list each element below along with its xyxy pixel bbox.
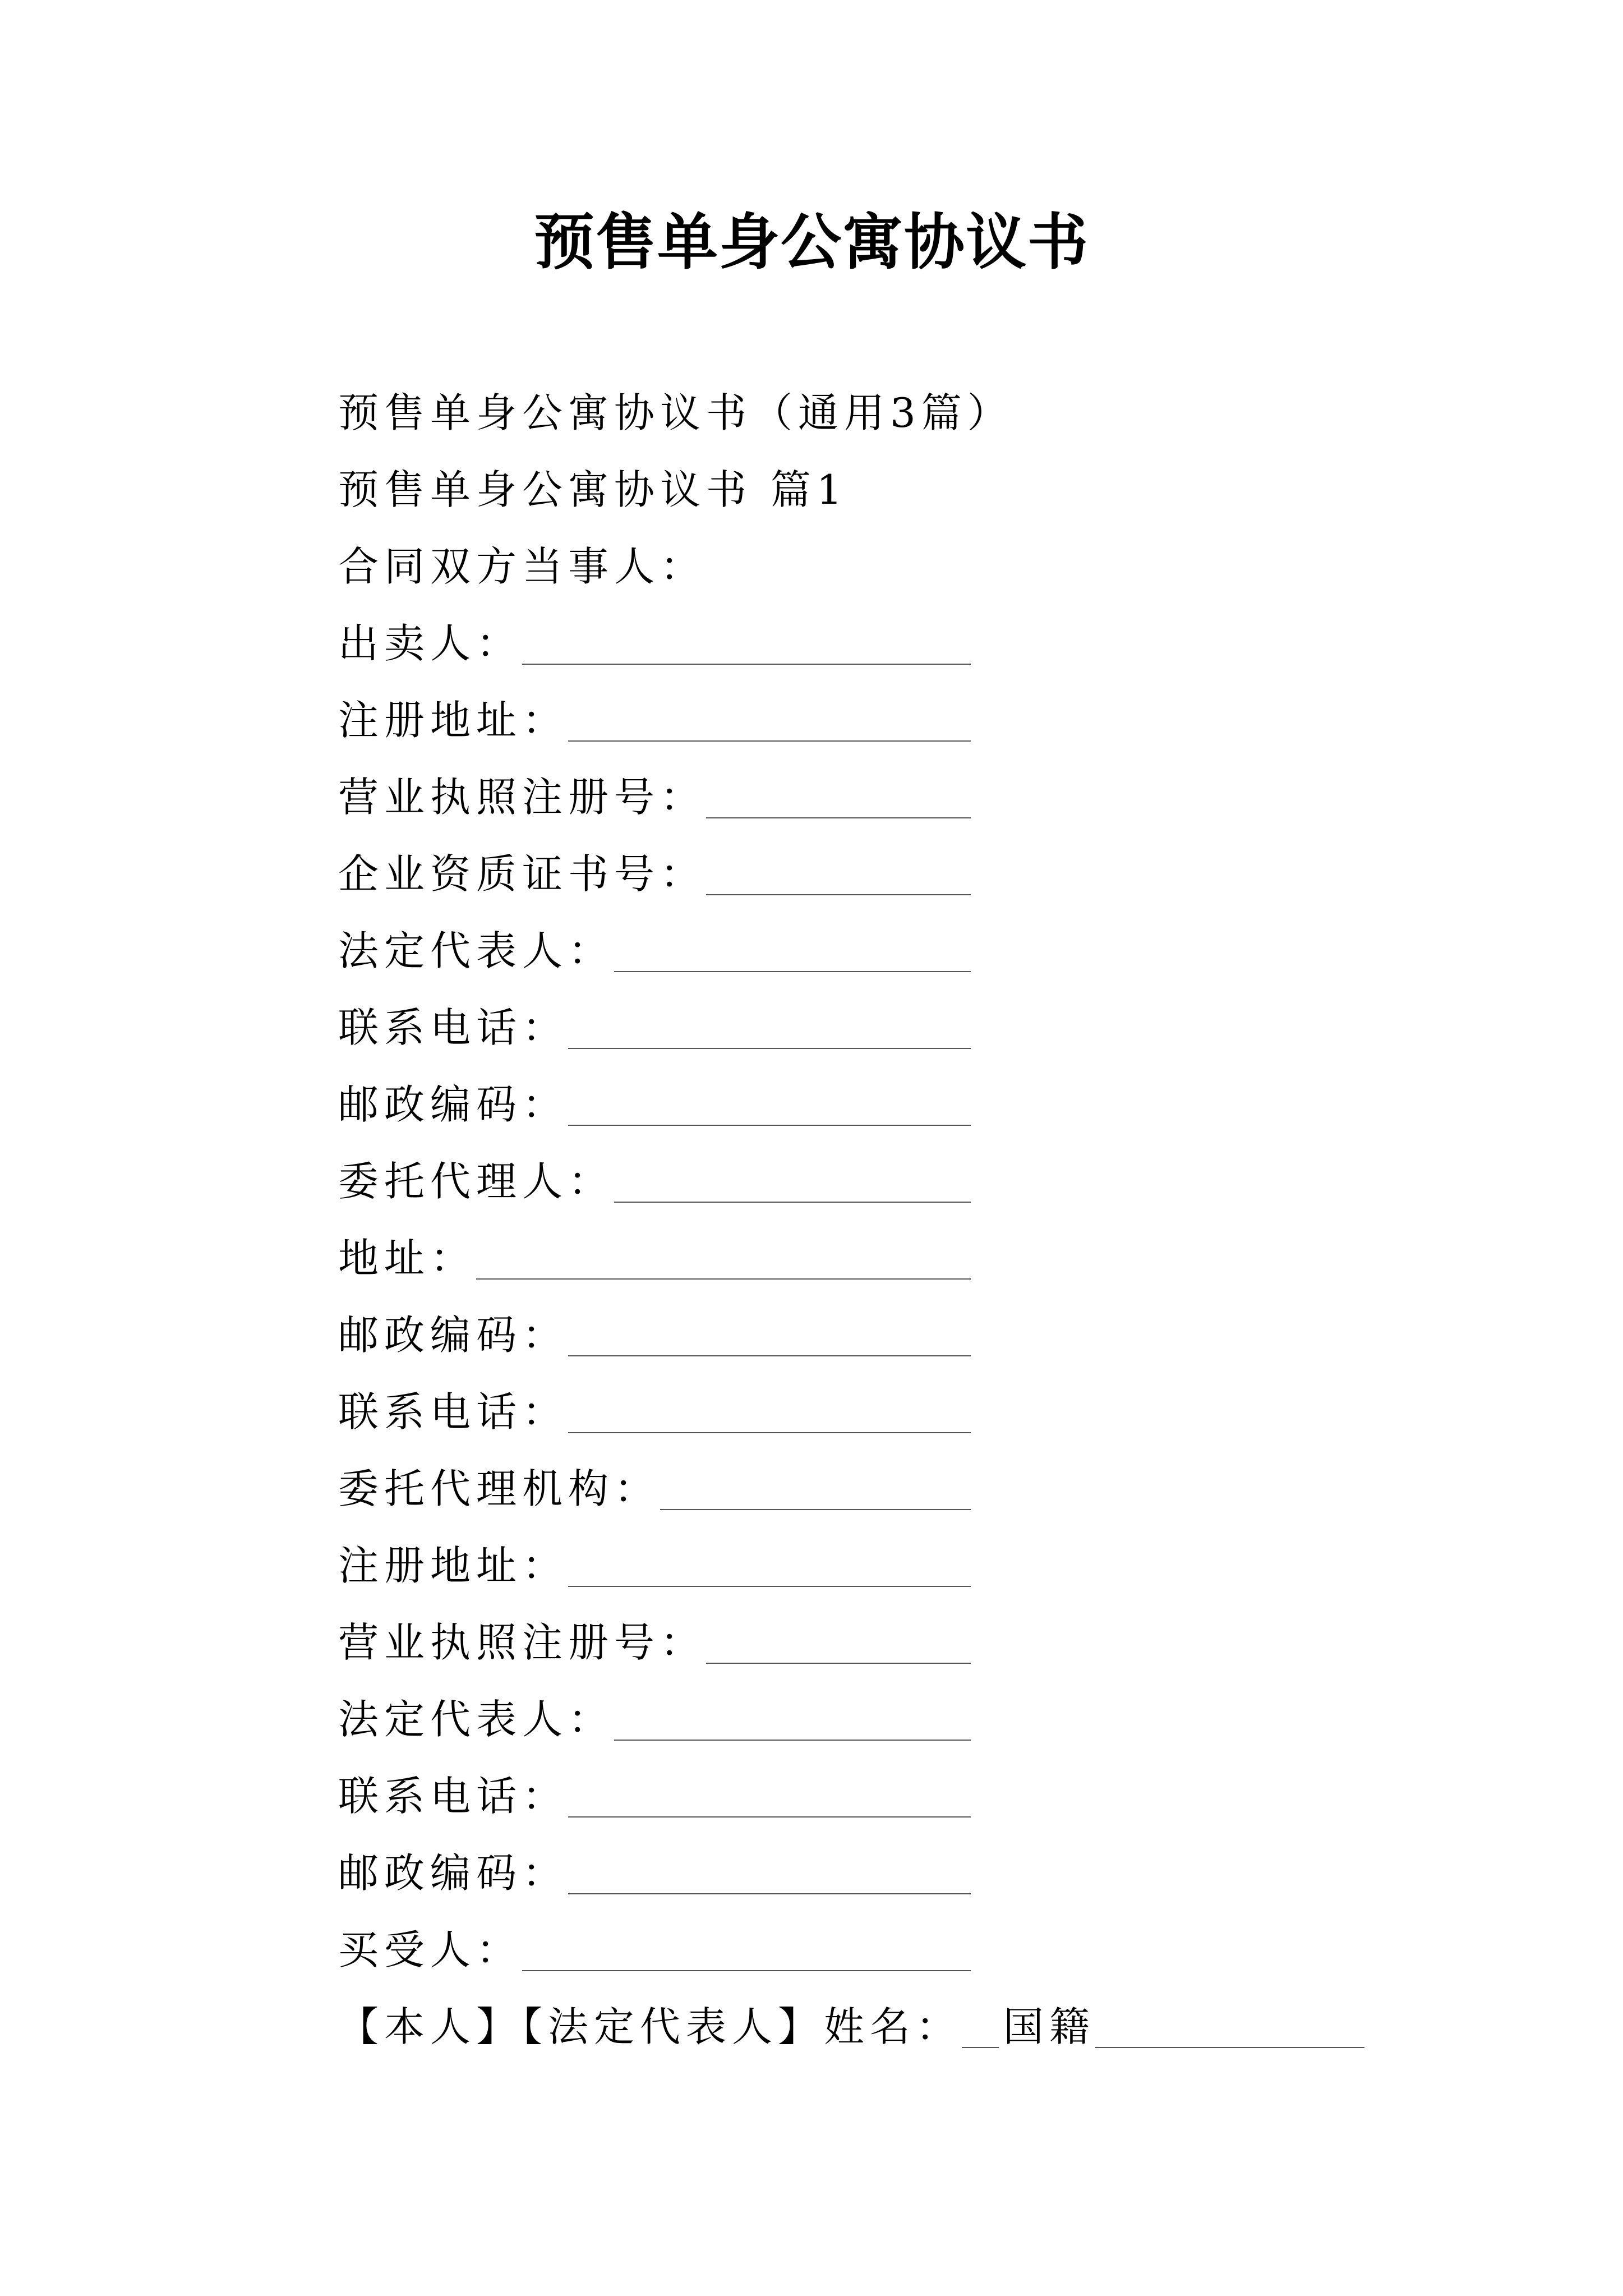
fill-in-blank[interactable]	[706, 840, 971, 895]
address-field	[338, 1225, 971, 1301]
fill-in-blank[interactable]	[614, 1686, 971, 1741]
qualification-cert-field	[338, 840, 971, 917]
field-label: 注册地址：	[338, 1542, 569, 1589]
buyer-name-nationality-line	[338, 1993, 1364, 2070]
document-title: 预售单身公寓协议书	[533, 207, 1089, 278]
fill-in-blank[interactable]	[522, 1916, 971, 1971]
fill-in-blank[interactable]	[568, 1301, 971, 1356]
fill-in-blank[interactable]	[614, 1148, 971, 1203]
field-label: 营业执照注册号：	[338, 1619, 707, 1666]
agency-postcode-field	[338, 1839, 971, 1916]
fill-in-blank[interactable]	[614, 917, 971, 972]
agent-postcode-field	[338, 1301, 971, 1378]
fill-in-blank[interactable]	[568, 1532, 971, 1587]
fill-in-blank[interactable]	[522, 610, 971, 665]
field-label: 邮政编码：	[338, 1312, 569, 1359]
fill-in-blank[interactable]	[660, 1455, 971, 1510]
buyer-name-label: 【本人】【法定代表人】姓名：	[338, 2003, 962, 2050]
field-label: 法定代表人：	[338, 1696, 615, 1743]
field-label: 企业资质证书号：	[338, 850, 707, 898]
field-label: 注册地址：	[338, 697, 569, 744]
agency-phone-field	[338, 1763, 971, 1839]
seller-field	[338, 610, 971, 687]
postcode-field	[338, 1071, 971, 1148]
document-body	[338, 379, 1460, 2070]
field-label: 出卖人：	[338, 620, 523, 667]
fill-in-blank[interactable]	[568, 1839, 971, 1894]
fill-in-blank[interactable]	[706, 763, 971, 818]
fill-in-blank[interactable]	[568, 1378, 971, 1433]
fill-in-blank[interactable]	[568, 1763, 971, 1818]
nationality-blank[interactable]	[1095, 1993, 1364, 2048]
legal-rep-field	[338, 917, 971, 994]
phone-field	[338, 994, 971, 1071]
field-label: 联系电话：	[338, 1773, 569, 1820]
field-label: 委托代理人：	[338, 1158, 615, 1205]
field-label: 委托代理机构：	[338, 1465, 661, 1512]
agency-address-field	[338, 1532, 971, 1609]
agent-field	[338, 1148, 971, 1225]
fill-in-blank[interactable]	[568, 994, 971, 1049]
intro-line: 预售单身公寓协议书（通用3篇）	[338, 389, 1013, 436]
agency-license-field	[338, 1609, 971, 1686]
field-label: 邮政编码：	[338, 1081, 569, 1128]
fill-in-blank[interactable]	[476, 1225, 971, 1280]
field-label: 买受人：	[338, 1926, 523, 1973]
name-blank[interactable]	[962, 1993, 999, 2048]
agent-phone-field	[338, 1378, 971, 1455]
registered-address-field	[338, 687, 971, 763]
agency-legal-rep-field	[338, 1686, 971, 1763]
field-label: 联系电话：	[338, 1388, 569, 1435]
field-label: 联系电话：	[338, 1004, 569, 1051]
nationality-label: 国籍	[1003, 2003, 1095, 2050]
fill-in-blank[interactable]	[568, 687, 971, 742]
agency-field	[338, 1455, 971, 1532]
field-label: 法定代表人：	[338, 927, 615, 974]
field-label: 地址：	[338, 1235, 477, 1282]
parties-heading: 合同双方当事人：	[338, 543, 707, 590]
fill-in-blank[interactable]	[706, 1609, 971, 1664]
business-license-field	[338, 763, 971, 840]
section-heading: 预售单身公寓协议书 篇1	[338, 466, 848, 513]
field-label: 营业执照注册号：	[338, 774, 707, 821]
fill-in-blank[interactable]	[568, 1071, 971, 1126]
field-label: 邮政编码：	[338, 1849, 569, 1897]
buyer-field	[338, 1916, 971, 1993]
